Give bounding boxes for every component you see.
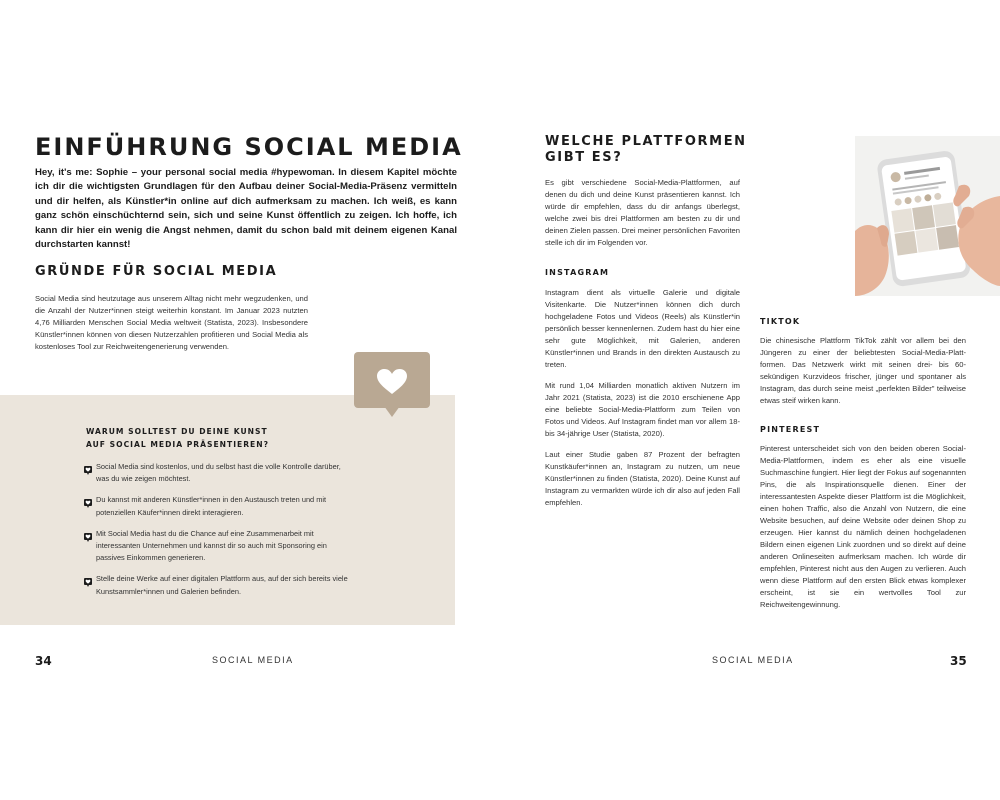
heart-bubble-icon (84, 494, 96, 513)
tiktok-body: Die chinesische Plattform TikTok zählt vor allem bei den Jüngeren zu einer der beliebtesten Social-Media-Plattformen. Das Netzwerk wirkt mit seinen drei- bis 60-sekündigen Kurzvideos frischer, jünger und spontaner als Instagram, das durch seine meist „perfekten Bilder" teilweise etwas steif wirken kann. (760, 336, 966, 405)
list-item (84, 573, 352, 598)
section-title-reasons: GRÜNDE FÜR SOCIAL MEDIA (35, 264, 278, 279)
list-item-text: Du kannst mit anderen Künstler*innen in den Austausch treten und mit potenziellen Käufer*innen direkt interagieren. (96, 495, 327, 517)
footer-label-left: SOCIAL MEDIA (212, 655, 294, 665)
instagram-heading: INSTAGRAM (545, 268, 610, 277)
tiktok-heading: TIKTOK (760, 317, 801, 326)
heart-bubble-icon (84, 573, 96, 592)
platforms-title-line2: GIBT ES? (545, 150, 623, 165)
chapter-title: EINFÜHRUNG SOCIAL MEDIA (35, 133, 463, 161)
pinterest-heading: PINTEREST (760, 425, 821, 434)
pinterest-body: Pinterest unterscheidet sich von den beiden oberen Social-Media-Plattformen, indem es eher als eine visuelle Suchmaschine fungiert. Hier liegt der Fokus auf sogenannten Pins, die als Inspirationsquelle dienen. Einer der interessantesten Aspekte dieser Plattform ist die Möglichkeit, einen hohen Traffic, also die Anzahl von Nutzern, die eine Website besuchen, auf deine Website oder deinen Shop zu erzeugen. Hier kannst du nämlich deinen hochgeladenen Bildern einen eigenen Link zuordnen und so direkt auf deine anderen Onlineseiten aufmerksam machen. Ich würde dir empfehlen, Pinterest nicht aus den Augen zu verlieren. Auch wenn diese Plattform auf den ersten Blick etwas komplexer erscheint, ist sie ein wertvolles Tool zur Reichweitengewinnung. (760, 444, 966, 609)
page-number-right: 35 (950, 654, 967, 668)
footer-label-right: SOCIAL MEDIA (712, 655, 794, 665)
info-box-heading-line2: AUF SOCIAL MEDIA PRÄSENTIEREN? (86, 439, 270, 449)
instagram-paragraph-3: Laut einer Studie gaben 87 Prozent der befragten Kunstkäufer*innen an, Instagram zu nutzen, um neue Künstler*innen zu finden (Statista, 2020). Deine Kunst auf Instagram zu vermarkten würde ich dir also auf jeden Fall empfehlen. (545, 450, 740, 507)
section-body-reasons: Social Media sind heutzutage aus unserem Alltag nicht mehr wegzudenken, und die Anzahl der Nutzer*innen steigt weiterhin konstant. Im Januar 2023 nutzten 4,76 Milliarden Menschen Social Media weltweit (Statista, 2023). Insbesondere Künstler*innen können von diesen Nutzerzahlen profitieren und Social Media als kostenloses Tool zur Reichweitengenerierung verwenden. (35, 294, 308, 351)
speech-bubble-tail (384, 406, 400, 417)
info-box-heading (86, 426, 386, 451)
instagram-paragraph-1: Instagram dient als virtuelle Galerie und digitale Visitenkarte. Die Nutzer*innen können dich durch hochgeladene Fotos und Videos (Reels) als Künstler*in persönlich besser kennenlernen. Zudem hast du hier eine sehr gute Möglichkeit, mit Galerien, anderen Künstler*innen und Brands in den direkten Austausch zu treten. (545, 288, 740, 369)
platforms-title-line1: WELCHE PLATTFORMEN (545, 134, 747, 149)
list-item-text: Stelle deine Werke auf einer digitalen Plattform aus, auf der sich bereits viele Kunstsammler*innen und Galerien befinden. (96, 574, 348, 596)
list-item (84, 461, 352, 486)
page-number-left: 34 (35, 654, 52, 668)
phone-photo (855, 136, 1000, 296)
heart-icon (377, 369, 407, 395)
info-box-list (84, 461, 352, 607)
instagram-paragraph-2: Mit rund 1,04 Milliarden monatlich aktiven Nutzern im Jahr 2021 (Statista, 2023) ist die 2010 erschienene App eine beliebte Social-Media-Plattform zum Teilen von Fotos und Videos. Auf Instagram findet man vor allem 18- bis 34-jährige User (Statista, 2020). (545, 381, 740, 438)
platforms-title (545, 134, 747, 166)
list-item (84, 528, 352, 565)
platforms-intro: Es gibt verschiedene Social-Media-Plattformen, auf denen du dich und deine Kunst präsentieren kannst. Ich würde dir empfehlen, dass du dir anfangs überlegst, welche zwei bis drei Plattformen am besten zu dir und deinen Zielen passen. Drei meiner persönlichen Favoriten stelle ich dir im Folgenden vor. (545, 178, 740, 247)
list-item-text: Mit Social Media hast du die Chance auf eine Zusammenarbeit mit interessanten Unternehmen und kannst dir so auch mit Sponsoring ein passives Einkommen generieren. (96, 528, 327, 563)
heart-bubble-icon (84, 528, 96, 547)
info-box-heading-line1: WARUM SOLLTEST DU DEINE KUNST (86, 427, 268, 436)
list-item-text: Social Media sind kostenlos, und du selbst hast die volle Kontrolle darüber, was du wie zeigen möchtest. (96, 462, 341, 484)
chapter-intro: Hey, it's me: Sophie – your personal social media #hypewoman. In diesem Kapitel möchte ich dir die wichtigsten Grundlagen für den Aufbau deiner Social-Media-Präsenz vermitteln und dir helfen, als Künstler*in online auf dich aufmerksam zu machen. Ich weiß, es kann ganz schön einschüchternd sein, sich und seine Kunst öffentlich zu zeigen. Ich hoffe, ich kann dir hier ein wenig die Angst nehmen, damit du schon bald mit deinem eigenen Kanal durchstarten kannst! (35, 167, 457, 251)
phone-in-hands-illustration (855, 136, 1000, 296)
heart-bubble-icon (84, 461, 96, 480)
list-item (84, 494, 352, 519)
